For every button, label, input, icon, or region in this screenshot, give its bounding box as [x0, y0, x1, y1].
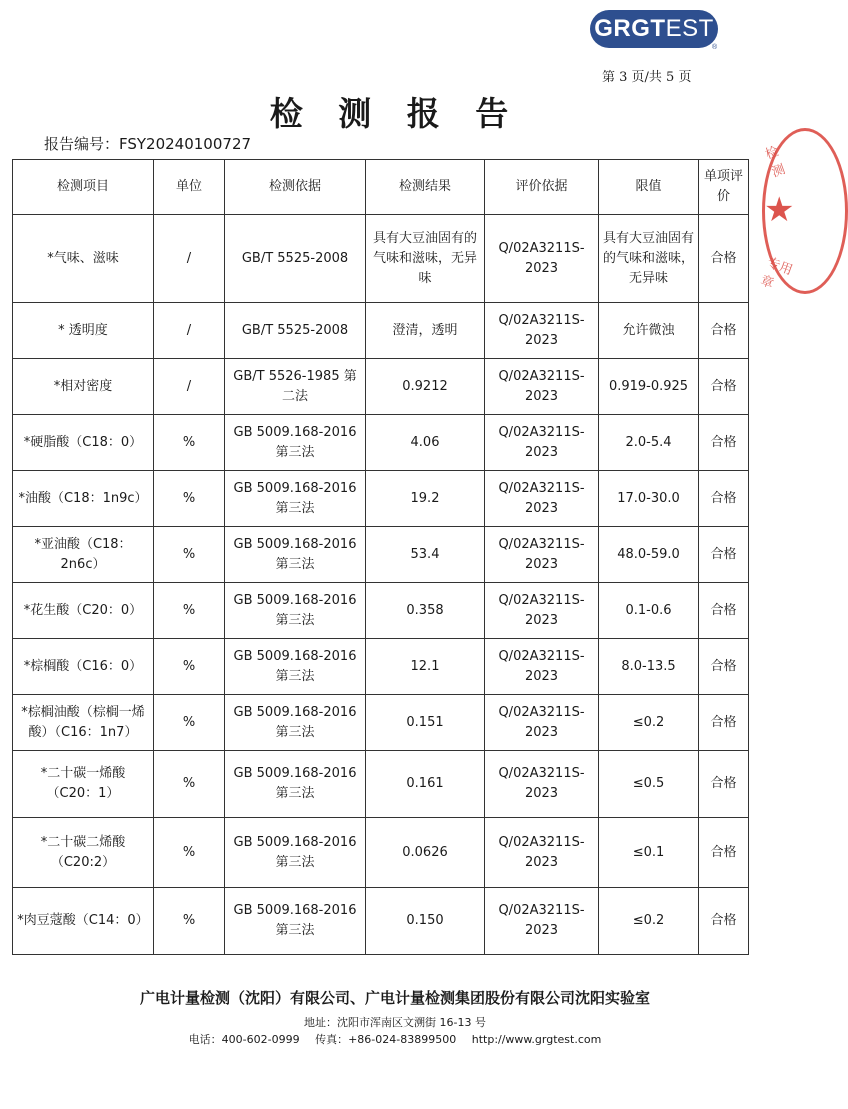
cell-test-basis: GB 5009.168-2016 第三法 — [225, 818, 366, 888]
footer-contact — [0, 1031, 790, 1047]
logo-text-light: EST — [665, 15, 714, 42]
cell-test-result: 具有大豆油固有的气味和滋味，无异味 — [366, 215, 485, 303]
table-row — [13, 303, 749, 359]
cell-test-item: *亚油酸（C18：2n6c） — [13, 527, 154, 583]
cell-test-result: 0.151 — [366, 695, 485, 751]
header-limit: 限值 — [599, 160, 699, 215]
footer-website[interactable]: http://www.grgtest.com — [471, 1033, 602, 1046]
cell-unit: % — [154, 471, 225, 527]
table-row — [13, 583, 749, 639]
cell-test-result: 12.1 — [366, 639, 485, 695]
cell-evaluation-basis: Q/02A3211S-2023 — [485, 751, 599, 818]
cell-verdict: 合格 — [699, 751, 749, 818]
logo-registered-mark: ® — [712, 44, 718, 51]
cell-limit: 48.0-59.0 — [599, 527, 699, 583]
seal-text-bottom: 专用章 — [758, 255, 795, 292]
cell-evaluation-basis: Q/02A3211S-2023 — [485, 215, 599, 303]
cell-limit: 0.919-0.925 — [599, 359, 699, 415]
cell-test-result: 19.2 — [366, 471, 485, 527]
cell-unit: / — [154, 215, 225, 303]
cell-unit: % — [154, 818, 225, 888]
cell-evaluation-basis: Q/02A3211S-2023 — [485, 818, 599, 888]
page-number: 第 3 页/共 5 页 — [602, 70, 692, 85]
cell-evaluation-basis: Q/02A3211S-2023 — [485, 303, 599, 359]
seal-text-top: 检测 — [763, 144, 788, 181]
cell-verdict: 合格 — [699, 818, 749, 888]
cell-verdict: 合格 — [699, 303, 749, 359]
cell-evaluation-basis: Q/02A3211S-2023 — [485, 888, 599, 955]
table-row — [13, 527, 749, 583]
cell-verdict: 合格 — [699, 215, 749, 303]
cell-test-basis: GB/T 5525-2008 — [225, 303, 366, 359]
cell-test-result: 0.9212 — [366, 359, 485, 415]
cell-verdict: 合格 — [699, 415, 749, 471]
report-number: 报告编号：FSY20240100727 — [44, 135, 252, 153]
cell-evaluation-basis: Q/02A3211S-2023 — [485, 639, 599, 695]
table-row — [13, 359, 749, 415]
cell-evaluation-basis: Q/02A3211S-2023 — [485, 471, 599, 527]
header-test-item: 检测项目 — [13, 160, 154, 215]
cell-test-item: *气味、滋味 — [13, 215, 154, 303]
cell-test-basis: GB/T 5525-2008 — [225, 215, 366, 303]
header-test-result: 检测结果 — [366, 160, 485, 215]
cell-unit: % — [154, 888, 225, 955]
cell-test-basis: GB/T 5526-1985 第二法 — [225, 359, 366, 415]
cell-unit: % — [154, 695, 225, 751]
cell-test-basis: GB 5009.168-2016 第三法 — [225, 751, 366, 818]
cell-test-basis: GB 5009.168-2016 第三法 — [225, 695, 366, 751]
table-row — [13, 818, 749, 888]
footer-address: 地址：沈阳市浑南区文溯街 16-13 号 — [304, 1016, 486, 1029]
cell-test-basis: GB 5009.168-2016 第三法 — [225, 415, 366, 471]
footer-fax: 传真：+86-024-83899500 — [315, 1033, 457, 1046]
table-row — [13, 639, 749, 695]
cell-verdict: 合格 — [699, 527, 749, 583]
cell-verdict: 合格 — [699, 583, 749, 639]
table-row — [13, 751, 749, 818]
company-logo — [590, 10, 718, 48]
header-evaluation-basis: 评价依据 — [485, 160, 599, 215]
table-header-row — [13, 160, 749, 215]
cell-test-basis: GB 5009.168-2016 第三法 — [225, 888, 366, 955]
logo-text-main: GRGT — [594, 15, 666, 42]
cell-unit: % — [154, 415, 225, 471]
cell-limit: ≤0.5 — [599, 751, 699, 818]
cell-evaluation-basis: Q/02A3211S-2023 — [485, 527, 599, 583]
footer-phone: 电话：400-602-0999 — [188, 1033, 300, 1046]
cell-test-result: 53.4 — [366, 527, 485, 583]
table-row — [13, 215, 749, 303]
cell-evaluation-basis: Q/02A3211S-2023 — [485, 359, 599, 415]
cell-verdict: 合格 — [699, 888, 749, 955]
cell-test-result: 4.06 — [366, 415, 485, 471]
cell-test-result: 0.358 — [366, 583, 485, 639]
header-test-basis: 检测依据 — [225, 160, 366, 215]
report-title: 检 测 报 告 — [269, 94, 521, 133]
cell-test-item: *二十碳二烯酸（C20:2） — [13, 818, 154, 888]
cell-test-result: 0.0626 — [366, 818, 485, 888]
seal-star-icon: ★ — [764, 190, 795, 230]
cell-limit: ≤0.2 — [599, 695, 699, 751]
cell-test-basis: GB 5009.168-2016 第三法 — [225, 583, 366, 639]
cell-evaluation-basis: Q/02A3211S-2023 — [485, 583, 599, 639]
cell-limit: 具有大豆油固有的气味和滋味，无异味 — [599, 215, 699, 303]
cell-evaluation-basis: Q/02A3211S-2023 — [485, 695, 599, 751]
cell-test-basis: GB 5009.168-2016 第三法 — [225, 471, 366, 527]
cell-test-result: 澄清，透明 — [366, 303, 485, 359]
table-row — [13, 695, 749, 751]
footer-company: 广电计量检测（沈阳）有限公司、广电计量检测集团股份有限公司沈阳实验室 — [139, 989, 650, 1007]
cell-test-item: *花生酸（C20：0） — [13, 583, 154, 639]
cell-limit: 8.0-13.5 — [599, 639, 699, 695]
cell-test-item: *棕榈油酸（棕榈一烯酸）（C16：1n7） — [13, 695, 154, 751]
cell-limit: ≤0.1 — [599, 818, 699, 888]
table-row — [13, 471, 749, 527]
cell-verdict: 合格 — [699, 695, 749, 751]
header-verdict: 单项评价 — [699, 160, 749, 215]
cell-test-item: *油酸（C18：1n9c） — [13, 471, 154, 527]
table-row — [13, 415, 749, 471]
cell-test-item: * 透明度 — [13, 303, 154, 359]
cell-evaluation-basis: Q/02A3211S-2023 — [485, 415, 599, 471]
cell-limit: 17.0-30.0 — [599, 471, 699, 527]
cell-unit: / — [154, 303, 225, 359]
cell-limit: 允许微浊 — [599, 303, 699, 359]
cell-test-result: 0.161 — [366, 751, 485, 818]
cell-unit: % — [154, 527, 225, 583]
cell-verdict: 合格 — [699, 359, 749, 415]
cell-unit: % — [154, 751, 225, 818]
cell-unit: % — [154, 639, 225, 695]
cell-verdict: 合格 — [699, 639, 749, 695]
header-unit: 单位 — [154, 160, 225, 215]
cell-test-basis: GB 5009.168-2016 第三法 — [225, 527, 366, 583]
cell-test-item: *棕榈酸（C16：0） — [13, 639, 154, 695]
table-row — [13, 888, 749, 955]
cell-test-item: *硬脂酸（C18：0） — [13, 415, 154, 471]
cell-verdict: 合格 — [699, 471, 749, 527]
cell-test-item: *相对密度 — [13, 359, 154, 415]
cell-test-item: *二十碳一烯酸（C20：1） — [13, 751, 154, 818]
cell-test-result: 0.150 — [366, 888, 485, 955]
cell-unit: % — [154, 583, 225, 639]
cell-unit: / — [154, 359, 225, 415]
cell-limit: 0.1-0.6 — [599, 583, 699, 639]
test-results-table — [12, 159, 749, 955]
cell-test-item: *肉豆蔻酸（C14：0） — [13, 888, 154, 955]
cell-limit: 2.0-5.4 — [599, 415, 699, 471]
cell-limit: ≤0.2 — [599, 888, 699, 955]
cell-test-basis: GB 5009.168-2016 第三法 — [225, 639, 366, 695]
